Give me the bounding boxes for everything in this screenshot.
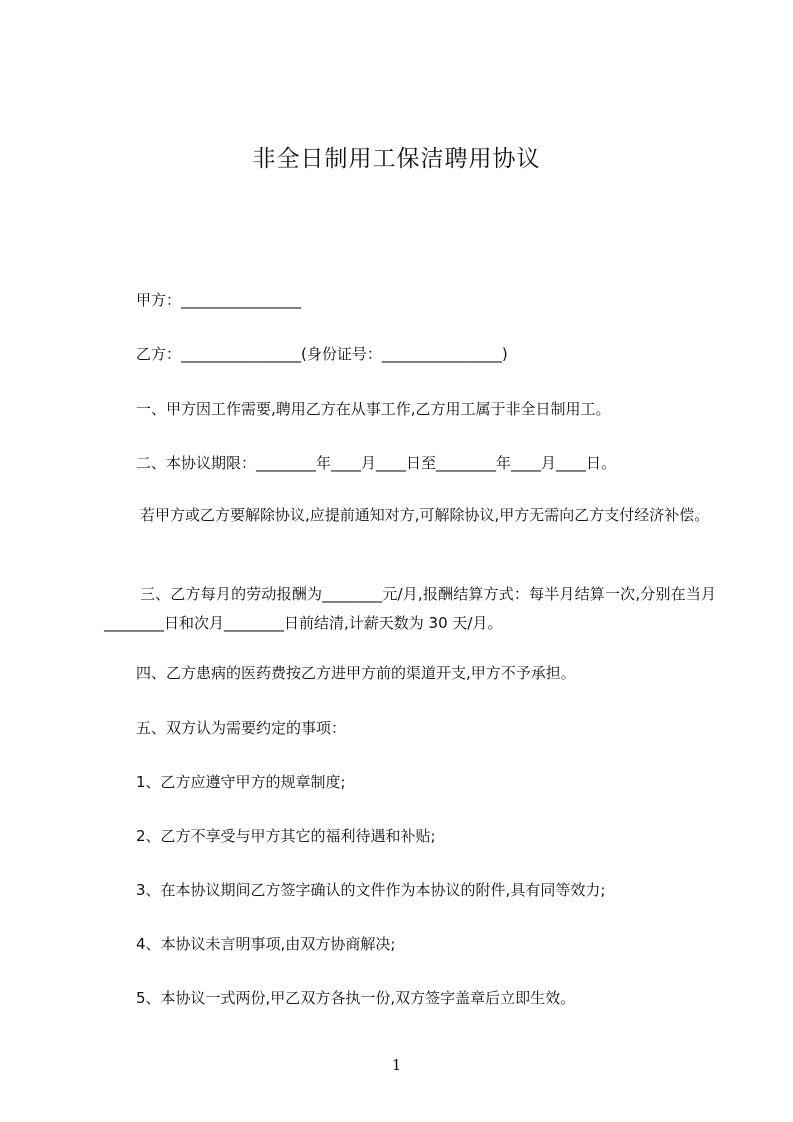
list-item-5: 5、本协议一式两份,甲乙双方各执一份,双方签字盖章后立即生效。 [136,989,576,1007]
clause-3: 三、乙方每月的劳动报酬为________元/月,报酬结算方式：每半月结算一次,分别在当月________日和次月________日前结清,计薪天数为 30 天/月。 [104,585,716,632]
clause-2: 二、本协议期限：________年____月____日至________年____月____日。 [136,454,617,472]
party-b-line: 乙方：________________(身份证号：________________) [136,345,508,363]
document-title: 非全日制用工保洁聘用协议 [252,146,541,172]
clause-5: 五、双方认为需要约定的事项： [136,719,347,737]
party-a-line: 甲方：________________ [136,291,302,309]
list-item-4: 4、本协议未言明事项,由双方协商解决; [136,935,396,953]
list-item-2: 2、乙方不享受与甲方其它的福利待遇和补贴; [136,827,436,845]
list-item-1: 1、乙方应遵守甲方的规章制度; [136,773,346,791]
list-item-3: 3、在本协议期间乙方签字确认的文件作为本协议的附件,具有同等效力; [136,881,606,899]
clause-1: 一、甲方因工作需要,聘用乙方在从事工作,乙方用工属于非全日制用工。 [136,400,611,418]
page-number: 1 [391,1056,402,1074]
clause-2-note: 若甲方或乙方要解除协议,应提前通知对方,可解除协议,甲方无需向乙方支付经济补偿。 [140,506,710,524]
clause-4: 四、乙方患病的医药费按乙方进甲方前的渠道开支,甲方不予承担。 [136,664,576,682]
